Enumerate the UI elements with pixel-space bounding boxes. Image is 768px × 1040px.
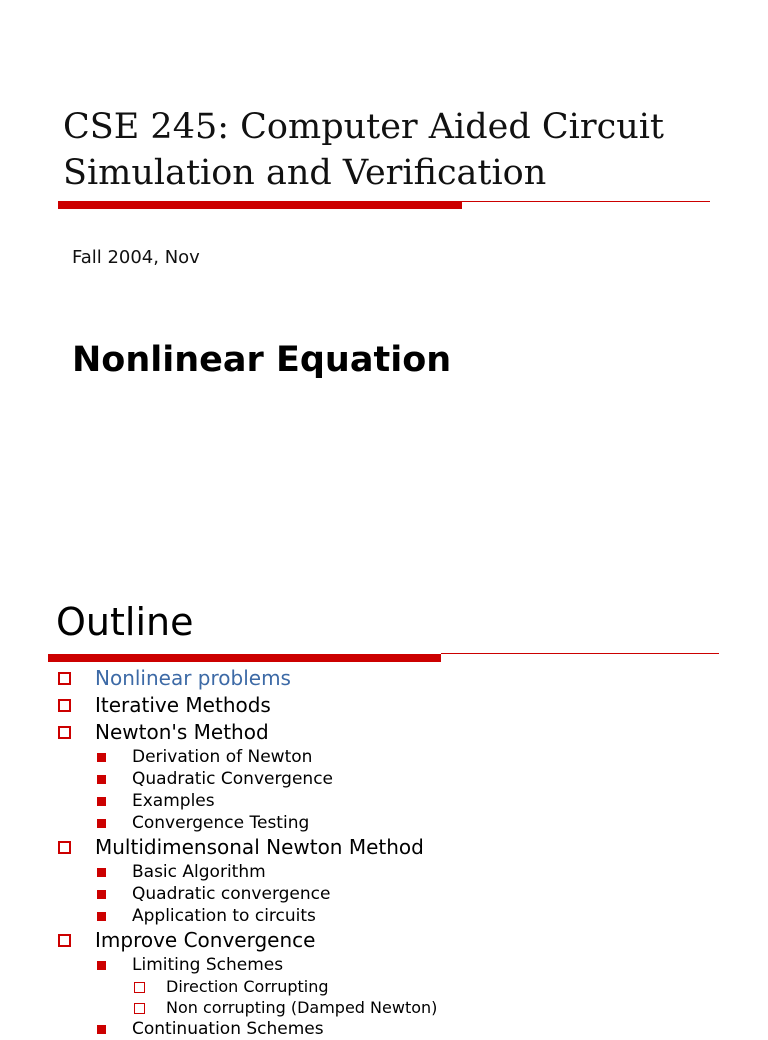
- outline-subitem: [0, 746, 768, 768]
- filled-square-bullet-icon: [97, 753, 106, 762]
- outline-subitem: [0, 790, 768, 812]
- outline-subsubitem-label: Non corrupting (Damped Newton): [166, 998, 438, 1017]
- hollow-square-bullet-icon: [134, 982, 145, 993]
- outline-underline-thin: [441, 653, 719, 654]
- outline-item-label: Nonlinear problems: [95, 666, 291, 690]
- outline-subitem: [0, 812, 768, 834]
- outline-subitem: [0, 905, 768, 927]
- outline-subitem-label: Quadratic convergence: [132, 884, 331, 904]
- outline-subitem-label: Application to circuits: [132, 906, 316, 926]
- outline-subitem-label: Examples: [132, 791, 215, 811]
- outline-subitem-label: Derivation of Newton: [132, 747, 313, 767]
- outline-list: [0, 665, 768, 1040]
- filled-square-bullet-icon: [97, 961, 106, 970]
- course-title: [63, 104, 743, 196]
- outline-subitem: [0, 883, 768, 905]
- outline-subsubitem: [0, 976, 768, 997]
- hollow-square-bullet-icon: [58, 672, 71, 685]
- outline-subitem-label: Basic Algorithm: [132, 862, 266, 882]
- hollow-square-bullet-icon: [134, 1003, 145, 1014]
- outline-subitem: [0, 768, 768, 790]
- filled-square-bullet-icon: [97, 868, 106, 877]
- outline-subitem-label: Continuation Schemes: [132, 1019, 324, 1039]
- outline-item-label: Newton's Method: [95, 720, 269, 744]
- outline-subitem: [0, 954, 768, 976]
- title-underline-thick: [58, 201, 462, 209]
- outline-item-label: Improve Convergence: [95, 928, 316, 952]
- date-subtitle: Fall 2004, Nov: [72, 247, 200, 268]
- outline-underline-thick: [48, 654, 441, 662]
- outline-item: [0, 692, 768, 719]
- course-title-line-2: Simulation and Verification: [63, 153, 547, 193]
- outline-item: [0, 834, 768, 861]
- outline-item-label: Iterative Methods: [95, 693, 271, 717]
- outline-subitem: [0, 1018, 768, 1040]
- outline-subsubitem-label: Direction Corrupting: [166, 977, 329, 996]
- outline-subitem: [0, 861, 768, 883]
- filled-square-bullet-icon: [97, 912, 106, 921]
- course-title-line-1: CSE 245: Computer Aided Circuit: [63, 107, 664, 147]
- filled-square-bullet-icon: [97, 819, 106, 828]
- outline-subitem-label: Limiting Schemes: [132, 955, 284, 975]
- filled-square-bullet-icon: [97, 1025, 106, 1034]
- title-underline-thin: [462, 201, 710, 202]
- outline-title: Outline: [56, 600, 194, 644]
- filled-square-bullet-icon: [97, 890, 106, 899]
- outline-item: [0, 927, 768, 954]
- outline-item: [0, 665, 768, 692]
- outline-subitem-label: Quadratic Convergence: [132, 769, 333, 789]
- filled-square-bullet-icon: [97, 797, 106, 806]
- hollow-square-bullet-icon: [58, 699, 71, 712]
- hollow-square-bullet-icon: [58, 934, 71, 947]
- hollow-square-bullet-icon: [58, 726, 71, 739]
- hollow-square-bullet-icon: [58, 841, 71, 854]
- outline-subitem-label: Convergence Testing: [132, 813, 310, 833]
- outline-item: [0, 719, 768, 746]
- filled-square-bullet-icon: [97, 775, 106, 784]
- lecture-topic: Nonlinear Equation: [72, 340, 452, 380]
- outline-item-label: Multidimensonal Newton Method: [95, 835, 424, 859]
- outline-subsubitem: [0, 997, 768, 1018]
